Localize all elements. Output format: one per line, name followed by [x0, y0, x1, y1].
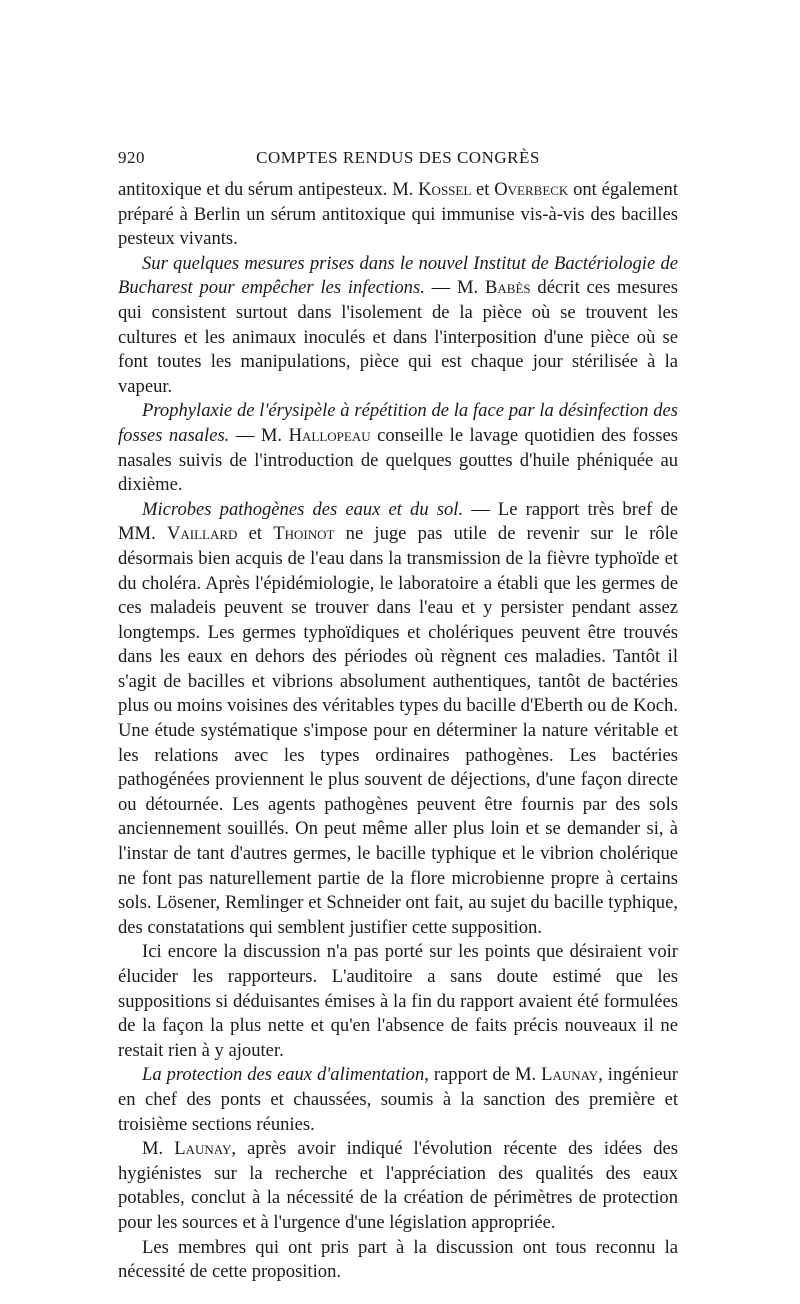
author-name: Launay	[174, 1138, 232, 1160]
author-name: Overbeck	[494, 179, 569, 200]
section-title: La protection des eaux d'alimentation	[142, 1064, 425, 1086]
author-name: Kossel	[418, 179, 472, 200]
page	[118, 148, 678, 1285]
paragraph-protection: La protection des eaux d'alimentation, rapport de M. Launay, ingénieur en chef des ponts et chaussées, soumis à la sanction des première et troisième sections réunies.	[118, 1064, 679, 1135]
section-title: Microbes pathogènes des eaux et du sol.	[142, 498, 464, 520]
paragraph-microbes: Microbes pathogènes des eaux et du sol. — Le rapport très bref de MM. Vaillard et Thoinot ne juge pas utile de revenir sur le rôle désormais bien acquis de l'eau dans la transmission de la fièvre typhoïde et du choléra. Après l'épidémiologie, le laboratoire a établi que les germes de ces maladeis peuvent se trouver dans l'eau et y persister pendant assez longtemps. Les germes typhoïdiques et cholériques peuvent être trouvés dans les eaux en dehors des périodes où règnent ces maladies. Tantôt il s'agit de bacilles et vibrions absolument authentiques, tantôt de bactéries plus ou moins voisines des véritables types du bacille d'Eberth ou de Koch. Une étude systématique s'impose pour en déterminer la nature véritable et les relations avec les types ordinaires pathogènes. Les bactéries pathogénées proviennent le plus souvent de déjections, d'une façon directe ou détournée. Les agents pathogènes peuvent être fournis par des sols anciennement souillés. On peut même aller plus loin et se demander si, à l'instar de tant d'autres germes, le bacille typhique et le vibrion cholérique ne font pas naturellement partie de la flore microbienne propre à certains sols. Lösener, Remlinger et Schneider ont fait, au sujet du bacille typhique, des constatations qui semblent justifier cette supposition.	[118, 498, 678, 938]
paragraph-continuation: antitoxique et du sérum antipesteux. M. Kossel et Overbeck ont également préparé à Berlin un sérum antitoxique qui immunise vis-à-vis des bacilles pesteux vivants.	[118, 179, 678, 250]
author-name: Babès	[484, 277, 531, 299]
section-title: Sur quelques mesures prises dans le nouvel Institut de Bactériologie de Bucharest pour empêcher les infections.	[118, 252, 678, 299]
author-name: Launay	[541, 1064, 599, 1086]
page-number: 920	[118, 148, 145, 167]
body-text	[118, 178, 678, 1285]
paragraph-discussion: Ici encore la discussion n'a pas porté sur les points que désiraient voir élucider les rapporteurs. L'auditoire a sans doute estimé que les suppositions si déduisantes émises à la fin du rapport avaient été formulées de la façon la plus nette et qu'en l'absence de faits précis nouveaux il ne restait rien à y ajouter.	[118, 941, 678, 1061]
paragraph-conclusion: Les membres qui ont pris part à la discussion ont tous reconnu la nécessité de cette proposition.	[118, 1236, 678, 1283]
paragraph-babes: Sur quelques mesures prises dans le nouvel Institut de Bactériologie de Bucharest pour empêcher les infections. — M. Babès décrit ces mesures qui consistent surtout dans l'isolement de la pièce où se trouvent les cultures et les animaux inoculés et dans l'interposition d'une pièce où se font toutes les manipulations, pièce qui est chaque jour stérilisée à la vapeur.	[118, 252, 678, 397]
paragraph-hallopeau: Prophylaxie de l'érysipèle à répétition de la face par la désinfection des fosses nasales. — M. Hallopeau conseille le lavage quotidien des fosses nasales suivis de l'introduction de quelques gouttes d'huile phéniquée au dixième.	[118, 400, 678, 496]
author-name: Vaillard	[166, 523, 238, 545]
paragraph-launay: M. Launay, après avoir indiqué l'évolution récente des idées des hygiénistes sur la recherche et l'appréciation des qualités des eaux potables, conclut à la nécessité de la création de périmètres de protection pour les sources et à l'urgence d'une législation appropriée.	[118, 1138, 678, 1233]
running-head	[118, 148, 678, 178]
section-title: Prophylaxie de l'érysipèle à répétition de la face par la désinfection des fosses nasales.	[118, 400, 678, 446]
author-name: Thoinot	[273, 523, 335, 545]
running-title: COMPTES RENDUS DES CONGRÈS	[256, 148, 540, 167]
author-name: Hallopeau	[288, 424, 371, 446]
